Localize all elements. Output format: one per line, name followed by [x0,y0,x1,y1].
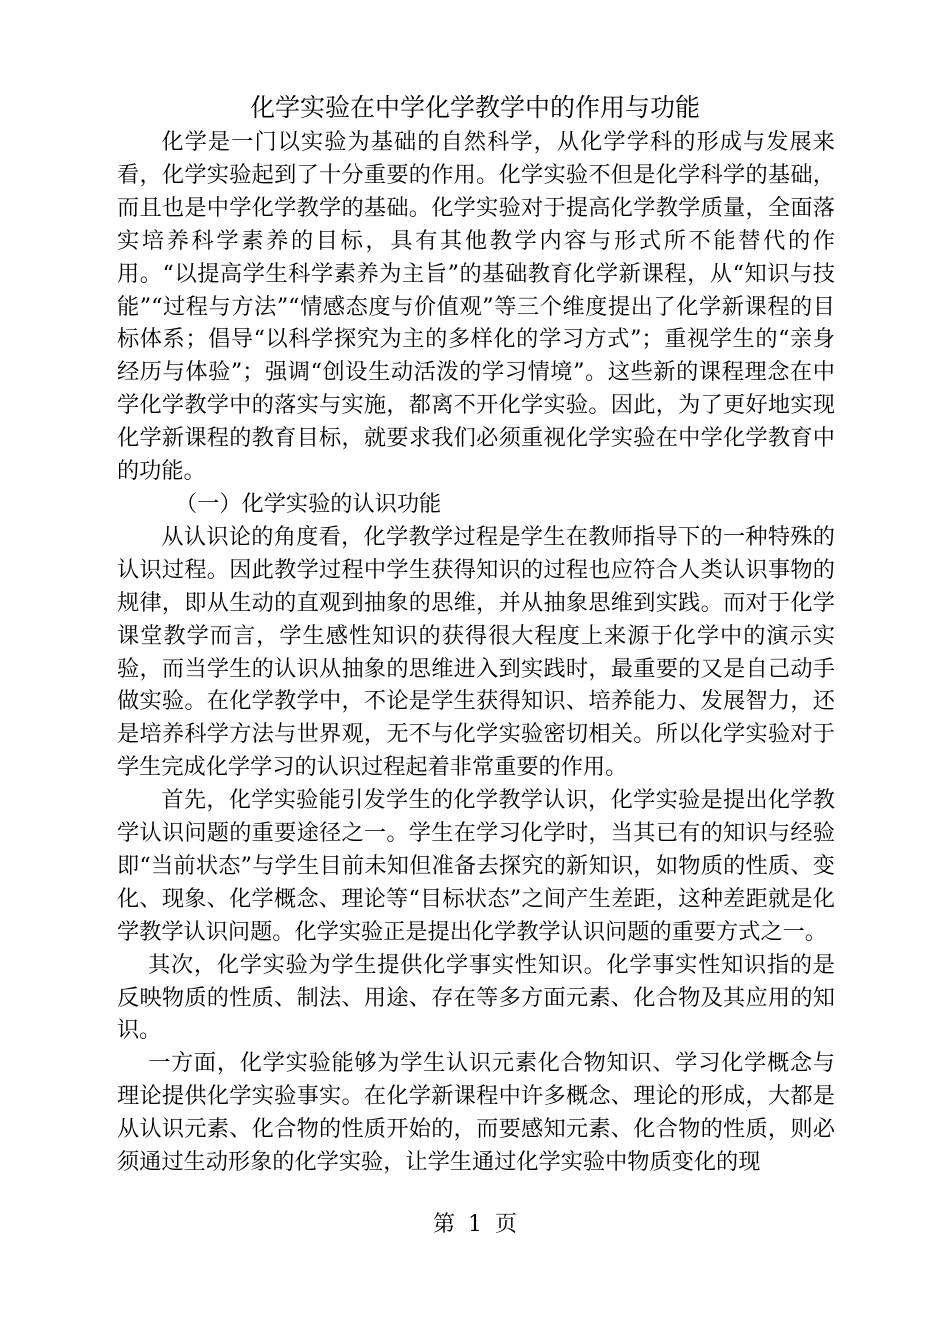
paragraph-one-hand: 一方面，化学实验能够为学生认识元素化合物知识、学习化学概念与理论提供化学实验事实。在化学新课程中许多概念、理论的形成，大都是从认识元素、化合物的性质开始的，而要感知元素、化合物的性质，则必须通过生动形象的化学实验，让学生通过化学实验中物质变化的现 [117,1050,835,1176]
page-title: 化学实验在中学化学教学中的作用与功能 [249,93,700,122]
page-number: 第 1 页 [433,1212,517,1237]
section-heading: （一）化学实验的认识功能 [175,490,442,517]
paragraph-first: 首先，化学实验能引发学生的化学教学认识，化学实验是提出化学教学认识问题的重要途径之一。学生在学习化学时，当其已有的知识与经验即“当前状态”与学生目前未知但准备去探究的新知识，如物质的性质、变化、现象、化学概念、理论等“目标状态”之间产生差距，这种差距就是化学教学认识问题。化学实验正是提出化学教学认识问题的重要方式之一。 [117,787,835,945]
paragraph-second: 其次，化学实验为学生提供化学事实性知识。化学事实性知识指的是反映物质的性质、制法、用途、存在等多方面元素、化合物及其应用的知识。 [117,951,835,1044]
document-body [117,126,835,1179]
paragraph-intro: 化学是一门以实验为基础的自然科学，从化学学科的形成与发展来看，化学实验起到了十分重要的作用。化学实验不但是化学科学的基础，而且也是中学化学教学的基础。化学实验对于提高化学教学质量，全面落实培养科学素养的目标，具有其他教学内容与形式所不能替代的作用。“以提高学生科学素养为主旨”的基础教育化学新课程，从“知识与技能”“过程与方法”“情感态度与价值观”等三个维度提出了化学新课程的目标体系；倡导“以科学探究为主的多样化的学习方式”；重视学生的“亲身经历与体验”；强调“创设生动活泼的学习情境”。这些新的课程理念在中学化学教学中的落实与实施，都离不开化学实验。因此，为了更好地实现化学新课程的教育目标，就要求我们必须重视化学实验在中学化学教育中的功能。 [117,129,835,485]
paragraph-epistemology: 从认识论的角度看，化学教学过程是学生在教师指导下的一种特殊的认识过程。因此教学过程中学生获得知识的过程也应符合人类认识事物的规律，即从生动的直观到抽象的思维，并从抽象思维到实践。而对于化学课堂教学而言，学生感性知识的获得很大程度上来源于化学中的演示实验，而当学生的认识从抽象的思维进入到实践时，最重要的又是自己动手做实验。在化学教学中，不论是学生获得知识、培养能力、发展智力，还是培养科学方法与世界观，无不与化学实验密切相关。所以化学实验对于学生完成化学学习的认识过程起着非常重要的作用。 [117,523,835,781]
